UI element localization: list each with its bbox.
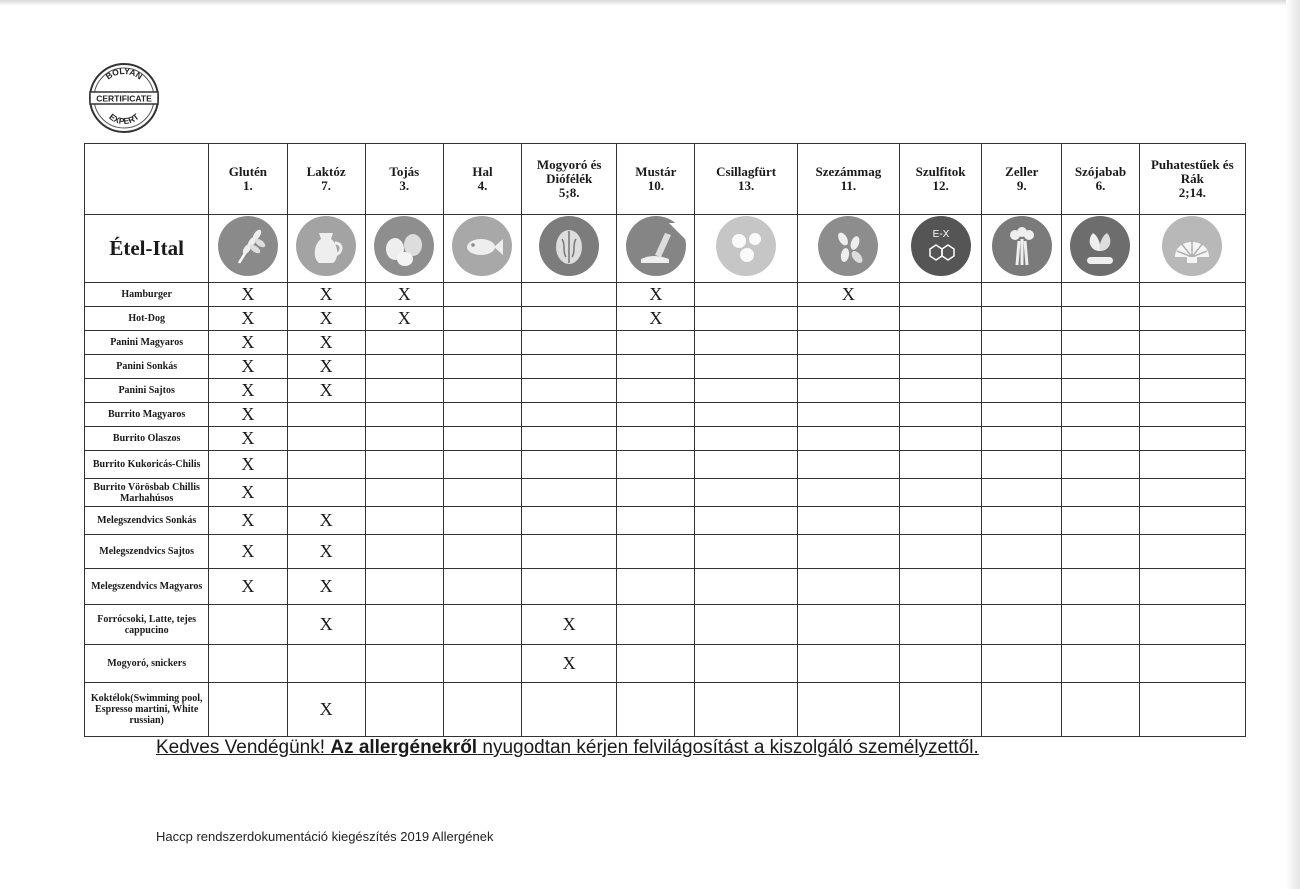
allergen-code: 4. bbox=[477, 178, 488, 193]
allergen-mark-cell bbox=[797, 535, 899, 569]
allergen-mark-cell bbox=[695, 403, 797, 427]
allergen-mark-cell bbox=[617, 331, 695, 355]
allergen-mark-cell bbox=[443, 569, 521, 605]
allergen-mark-cell bbox=[1139, 283, 1245, 307]
allergen-mark-cell bbox=[365, 451, 443, 479]
table-row bbox=[85, 535, 1246, 569]
allergen-mark-cell bbox=[797, 427, 899, 451]
allergen-mark-cell: X bbox=[209, 355, 287, 379]
food-item-name: Panini Sajtos bbox=[85, 379, 209, 403]
allergen-mark-cell bbox=[617, 427, 695, 451]
allergen-name: Szezámmag bbox=[815, 164, 882, 179]
allergen-mark-cell: X bbox=[522, 645, 617, 683]
allergen-mark-cell bbox=[695, 451, 797, 479]
allergen-mark-cell bbox=[443, 645, 521, 683]
allergen-mark-cell bbox=[695, 507, 797, 535]
allergen-mark-cell bbox=[1139, 403, 1245, 427]
allergen-mark-cell bbox=[522, 403, 617, 427]
allergen-column-header bbox=[522, 144, 617, 215]
allergen-mark-cell: X bbox=[365, 307, 443, 331]
allergen-name: Mogyoró és Diófélék bbox=[536, 157, 602, 186]
allergen-column-header bbox=[617, 144, 695, 215]
allergen-mark-cell bbox=[695, 645, 797, 683]
allergen-mark-cell: X bbox=[287, 683, 365, 737]
allergen-mark-cell bbox=[522, 283, 617, 307]
allergen-mark-cell bbox=[617, 569, 695, 605]
allergen-name: Glutén bbox=[228, 164, 268, 179]
allergen-mark-cell bbox=[1062, 283, 1139, 307]
page-edge-right bbox=[1286, 0, 1300, 889]
allergen-mark-cell: X bbox=[522, 605, 617, 645]
allergen-mark-cell bbox=[899, 535, 981, 569]
allergen-icon-cell bbox=[695, 215, 797, 283]
allergen-mark-cell bbox=[443, 331, 521, 355]
allergen-mark-cell: X bbox=[209, 451, 287, 479]
allergen-mark-cell bbox=[209, 645, 287, 683]
svg-text:E-X: E-X bbox=[932, 229, 949, 240]
allergen-mark-cell bbox=[899, 379, 981, 403]
allergen-mark-cell bbox=[797, 451, 899, 479]
allergen-mark-cell bbox=[1062, 569, 1139, 605]
allergen-mark-cell bbox=[1139, 683, 1245, 737]
allergen-mark-cell: X bbox=[287, 331, 365, 355]
allergen-mark-cell: X bbox=[209, 403, 287, 427]
table-row bbox=[85, 403, 1246, 427]
allergen-mark-cell bbox=[899, 355, 981, 379]
allergen-mark-cell bbox=[695, 283, 797, 307]
allergen-mark-cell: X bbox=[209, 569, 287, 605]
allergen-mark-cell bbox=[797, 683, 899, 737]
allergen-mark-cell bbox=[617, 451, 695, 479]
allergen-code: 6. bbox=[1095, 178, 1106, 193]
allergen-mark-cell bbox=[797, 331, 899, 355]
food-item-name: Melegszendvics Sajtos bbox=[85, 535, 209, 569]
allergen-mark-cell bbox=[617, 683, 695, 737]
guest-notice-bold: Az allergénekről bbox=[330, 737, 478, 758]
allergen-mark-cell bbox=[522, 451, 617, 479]
allergen-mark-cell bbox=[695, 331, 797, 355]
allergen-mark-cell bbox=[695, 479, 797, 507]
allergen-mark-cell bbox=[982, 403, 1062, 427]
allergen-mark-cell bbox=[899, 605, 981, 645]
table-row bbox=[85, 645, 1246, 683]
table-row bbox=[85, 379, 1246, 403]
allergen-table-body bbox=[85, 283, 1246, 737]
allergen-code: 13. bbox=[737, 178, 755, 193]
allergen-mark-cell bbox=[522, 331, 617, 355]
allergen-icon-cell bbox=[1139, 215, 1245, 283]
document-footnote: Haccp rendszerdokumentáció kiegészítés 2019 Allergének bbox=[156, 829, 494, 844]
food-item-name: Panini Sonkás bbox=[85, 355, 209, 379]
allergen-name: Szójabab bbox=[1074, 164, 1127, 179]
allergen-mark-cell bbox=[899, 479, 981, 507]
allergen-mark-cell bbox=[443, 535, 521, 569]
table-row bbox=[85, 355, 1246, 379]
allergen-name: Tojás bbox=[389, 164, 420, 179]
allergen-mark-cell bbox=[797, 307, 899, 331]
food-item-name: Melegszendvics Sonkás bbox=[85, 507, 209, 535]
allergen-mark-cell bbox=[522, 379, 617, 403]
table-row bbox=[85, 569, 1246, 605]
allergen-mark-cell bbox=[617, 535, 695, 569]
allergen-mark-cell bbox=[209, 683, 287, 737]
allergen-mark-cell bbox=[899, 427, 981, 451]
allergen-mark-cell bbox=[443, 683, 521, 737]
allergen-mark-cell bbox=[287, 427, 365, 451]
allergen-mark-cell bbox=[797, 355, 899, 379]
allergen-mark-cell bbox=[365, 331, 443, 355]
food-item-name: Burrito Kukoricás-Chilis bbox=[85, 451, 209, 479]
allergen-header-row bbox=[85, 144, 1246, 215]
allergen-mark-cell bbox=[443, 379, 521, 403]
allergen-mark-cell bbox=[797, 507, 899, 535]
allergen-mark-cell: X bbox=[209, 283, 287, 307]
allergen-code: 5;8. bbox=[558, 185, 580, 200]
allergen-mark-cell bbox=[287, 645, 365, 683]
page-edge-top bbox=[0, 0, 1300, 6]
allergen-icon-cell bbox=[287, 215, 365, 283]
fish-icon bbox=[451, 215, 513, 277]
allergen-mark-cell bbox=[443, 403, 521, 427]
eggs-icon bbox=[373, 215, 435, 277]
svg-text:EXPERT bbox=[107, 111, 141, 126]
allergen-mark-cell bbox=[365, 605, 443, 645]
allergen-mark-cell bbox=[695, 569, 797, 605]
allergen-mark-cell bbox=[1139, 331, 1245, 355]
allergen-mark-cell: X bbox=[209, 307, 287, 331]
shell-icon bbox=[1161, 215, 1223, 277]
allergen-mark-cell: X bbox=[287, 283, 365, 307]
food-item-name: Koktélok(Swimming pool, Espresso martini, White russian) bbox=[85, 683, 209, 737]
allergen-mark-cell bbox=[899, 283, 981, 307]
soy-icon bbox=[1069, 215, 1131, 277]
allergen-icon-cell bbox=[522, 215, 617, 283]
lupin-icon bbox=[715, 215, 777, 277]
allergen-name: Zeller bbox=[1005, 164, 1039, 179]
allergen-mark-cell bbox=[443, 307, 521, 331]
allergen-mark-cell bbox=[982, 331, 1062, 355]
allergen-mark-cell bbox=[1062, 605, 1139, 645]
allergen-mark-cell: X bbox=[797, 283, 899, 307]
allergen-code: 1. bbox=[243, 178, 253, 193]
allergen-mark-cell bbox=[982, 645, 1062, 683]
allergen-mark-cell bbox=[522, 507, 617, 535]
allergen-column-header bbox=[695, 144, 797, 215]
allergen-mark-cell: X bbox=[209, 427, 287, 451]
allergen-mark-cell bbox=[695, 535, 797, 569]
allergen-mark-cell bbox=[1062, 479, 1139, 507]
table-row bbox=[85, 605, 1246, 645]
allergen-mark-cell bbox=[695, 427, 797, 451]
allergen-mark-cell bbox=[982, 355, 1062, 379]
allergen-mark-cell bbox=[617, 645, 695, 683]
allergen-mark-cell bbox=[522, 569, 617, 605]
allergen-mark-cell bbox=[1139, 427, 1245, 451]
allergen-mark-cell bbox=[899, 403, 981, 427]
allergen-mark-cell bbox=[443, 451, 521, 479]
allergen-mark-cell bbox=[982, 507, 1062, 535]
allergen-column-header bbox=[443, 144, 521, 215]
allergen-mark-cell bbox=[443, 605, 521, 645]
allergen-mark-cell: X bbox=[209, 479, 287, 507]
allergen-mark-cell bbox=[1062, 379, 1139, 403]
allergen-mark-cell: X bbox=[209, 535, 287, 569]
allergen-mark-cell: X bbox=[287, 535, 365, 569]
food-item-name: Mogyoró, snickers bbox=[85, 645, 209, 683]
allergen-mark-cell bbox=[522, 683, 617, 737]
allergen-mark-cell bbox=[617, 379, 695, 403]
allergen-icon-cell bbox=[797, 215, 899, 283]
allergen-mark-cell bbox=[617, 355, 695, 379]
allergen-mark-cell bbox=[899, 507, 981, 535]
allergen-column-header bbox=[1062, 144, 1139, 215]
allergen-mark-cell bbox=[522, 427, 617, 451]
allergen-mark-cell: X bbox=[287, 605, 365, 645]
allergen-code: 11. bbox=[840, 178, 857, 193]
table-row bbox=[85, 683, 1246, 737]
allergen-mark-cell bbox=[522, 307, 617, 331]
allergen-mark-cell bbox=[365, 479, 443, 507]
allergen-mark-cell: X bbox=[209, 507, 287, 535]
allergen-column-header bbox=[982, 144, 1062, 215]
allergen-mark-cell bbox=[1062, 403, 1139, 427]
allergen-code: 9. bbox=[1016, 178, 1027, 193]
sulfite-icon bbox=[910, 215, 972, 277]
allergen-mark-cell bbox=[365, 569, 443, 605]
certificate-seal-logo bbox=[88, 62, 160, 134]
food-item-name: Hamburger bbox=[85, 283, 209, 307]
allergen-mark-cell bbox=[365, 535, 443, 569]
allergen-mark-cell bbox=[1139, 569, 1245, 605]
allergen-mark-cell bbox=[797, 403, 899, 427]
allergen-mark-cell bbox=[695, 355, 797, 379]
table-row bbox=[85, 307, 1246, 331]
table-title: Étel-Ital bbox=[85, 215, 209, 283]
food-item-name: Burrito Magyaros bbox=[85, 403, 209, 427]
allergen-mark-cell bbox=[982, 379, 1062, 403]
food-item-name: Burrito Vörösbab Chillis Marhahúsos bbox=[85, 479, 209, 507]
allergen-mark-cell bbox=[287, 479, 365, 507]
allergen-name: Puhatestűek és Rák bbox=[1150, 157, 1234, 186]
allergen-column-header bbox=[365, 144, 443, 215]
allergen-mark-cell bbox=[1062, 331, 1139, 355]
allergen-mark-cell bbox=[1062, 683, 1139, 737]
allergen-code: 7. bbox=[321, 178, 331, 193]
allergen-mark-cell: X bbox=[617, 283, 695, 307]
allergen-mark-cell bbox=[1139, 479, 1245, 507]
allergen-mark-cell bbox=[982, 307, 1062, 331]
allergen-mark-cell bbox=[899, 569, 981, 605]
allergen-mark-cell bbox=[1062, 355, 1139, 379]
allergen-mark-cell bbox=[365, 403, 443, 427]
allergen-mark-cell bbox=[982, 451, 1062, 479]
allergen-mark-cell bbox=[899, 683, 981, 737]
food-item-name: Hot-Dog bbox=[85, 307, 209, 331]
sesame-icon bbox=[817, 215, 879, 277]
allergen-name: Laktóz bbox=[306, 164, 346, 179]
guest-notice-part1: Kedves Vendégünk! bbox=[156, 737, 331, 758]
allergen-mark-cell: X bbox=[287, 307, 365, 331]
allergen-name: Hal bbox=[472, 164, 493, 179]
allergen-mark-cell bbox=[365, 379, 443, 403]
allergen-mark-cell bbox=[443, 507, 521, 535]
allergen-mark-cell bbox=[797, 645, 899, 683]
table-row bbox=[85, 283, 1246, 307]
allergen-mark-cell bbox=[982, 605, 1062, 645]
allergen-icon-cell bbox=[617, 215, 695, 283]
allergen-mark-cell bbox=[695, 683, 797, 737]
allergen-mark-cell bbox=[365, 645, 443, 683]
milk-jug-icon bbox=[295, 215, 357, 277]
food-item-name: Burrito Olaszos bbox=[85, 427, 209, 451]
allergen-icon-cell bbox=[982, 215, 1062, 283]
allergen-mark-cell bbox=[522, 479, 617, 507]
allergen-icon-cell bbox=[899, 215, 981, 283]
allergen-mark-cell bbox=[365, 683, 443, 737]
allergen-mark-cell bbox=[1139, 379, 1245, 403]
allergen-icon-row bbox=[85, 215, 1246, 283]
allergen-name: Csillagfürt bbox=[716, 164, 777, 179]
allergen-mark-cell bbox=[365, 507, 443, 535]
allergen-column-header bbox=[209, 144, 287, 215]
allergen-column-header bbox=[1139, 144, 1245, 215]
allergen-mark-cell bbox=[1139, 535, 1245, 569]
allergen-mark-cell bbox=[1139, 451, 1245, 479]
allergen-mark-cell: X bbox=[365, 283, 443, 307]
allergen-mark-cell bbox=[365, 355, 443, 379]
allergen-mark-cell bbox=[443, 355, 521, 379]
allergen-icon-cell bbox=[365, 215, 443, 283]
allergen-mark-cell bbox=[899, 331, 981, 355]
food-item-name: Melegszendvics Magyaros bbox=[85, 569, 209, 605]
allergen-column-header bbox=[797, 144, 899, 215]
wheat-icon bbox=[217, 215, 279, 277]
allergen-mark-cell bbox=[899, 645, 981, 683]
allergen-icon-cell bbox=[1062, 215, 1139, 283]
table-row bbox=[85, 479, 1246, 507]
food-item-name: Panini Magyaros bbox=[85, 331, 209, 355]
allergen-mark-cell bbox=[982, 683, 1062, 737]
allergen-mark-cell bbox=[365, 427, 443, 451]
allergen-icon-cell bbox=[209, 215, 287, 283]
allergen-table bbox=[84, 143, 1246, 737]
allergen-mark-cell bbox=[617, 479, 695, 507]
allergen-code: 3. bbox=[399, 178, 410, 193]
allergen-mark-cell bbox=[1139, 507, 1245, 535]
allergen-mark-cell bbox=[443, 479, 521, 507]
walnut-icon bbox=[538, 215, 600, 277]
allergen-mark-cell bbox=[695, 379, 797, 403]
allergen-mark-cell bbox=[797, 569, 899, 605]
allergen-name: Szulfitok bbox=[915, 164, 966, 179]
allergen-mark-cell bbox=[1062, 307, 1139, 331]
allergen-column-header bbox=[287, 144, 365, 215]
allergen-name: Mustár bbox=[635, 164, 677, 179]
allergen-mark-cell bbox=[982, 569, 1062, 605]
header-corner-cell bbox=[85, 144, 209, 215]
allergen-mark-cell bbox=[899, 307, 981, 331]
logo-bottom-text: EXPERT bbox=[107, 111, 141, 127]
allergen-mark-cell bbox=[695, 307, 797, 331]
table-row bbox=[85, 427, 1246, 451]
allergen-mark-cell bbox=[522, 355, 617, 379]
logo-top-text: BOLYAN bbox=[103, 65, 145, 82]
allergen-mark-cell bbox=[1139, 605, 1245, 645]
allergen-code: 2;14. bbox=[1178, 185, 1206, 200]
allergen-column-header bbox=[899, 144, 981, 215]
allergen-mark-cell: X bbox=[209, 331, 287, 355]
allergen-code: 10. bbox=[647, 178, 665, 193]
allergen-mark-cell bbox=[287, 403, 365, 427]
food-item-name: Forrócsoki, Latte, tejes cappucino bbox=[85, 605, 209, 645]
allergen-mark-cell bbox=[1139, 645, 1245, 683]
allergen-mark-cell bbox=[797, 605, 899, 645]
table-row bbox=[85, 451, 1246, 479]
allergen-mark-cell bbox=[1062, 427, 1139, 451]
allergen-code: 12. bbox=[932, 178, 949, 193]
allergen-mark-cell bbox=[617, 605, 695, 645]
allergen-mark-cell bbox=[797, 479, 899, 507]
allergen-mark-cell bbox=[797, 379, 899, 403]
allergen-mark-cell bbox=[982, 479, 1062, 507]
allergen-mark-cell bbox=[522, 535, 617, 569]
allergen-mark-cell bbox=[1062, 451, 1139, 479]
allergen-mark-cell bbox=[443, 427, 521, 451]
allergen-mark-cell bbox=[1062, 645, 1139, 683]
allergen-mark-cell bbox=[1062, 535, 1139, 569]
table-row bbox=[85, 331, 1246, 355]
allergen-mark-cell: X bbox=[287, 507, 365, 535]
allergen-mark-cell: X bbox=[209, 379, 287, 403]
allergen-mark-cell bbox=[982, 535, 1062, 569]
logo-middle-text: CERTIFICATE bbox=[96, 93, 152, 104]
allergen-mark-cell bbox=[1139, 355, 1245, 379]
allergen-mark-cell bbox=[617, 403, 695, 427]
mustard-icon bbox=[625, 215, 687, 277]
allergen-mark-cell bbox=[287, 451, 365, 479]
celery-icon bbox=[991, 215, 1053, 277]
allergen-icon-cell bbox=[443, 215, 521, 283]
table-row bbox=[85, 507, 1246, 535]
allergen-mark-cell: X bbox=[287, 355, 365, 379]
allergen-mark-cell bbox=[982, 427, 1062, 451]
allergen-mark-cell bbox=[617, 507, 695, 535]
guest-notice-part2: nyugodtan kérjen felvilágosítást a kiszolgáló személyzettől. bbox=[477, 737, 979, 758]
allergen-mark-cell bbox=[899, 451, 981, 479]
allergen-mark-cell: X bbox=[287, 379, 365, 403]
guest-notice bbox=[156, 737, 979, 759]
allergen-mark-cell bbox=[695, 605, 797, 645]
allergen-mark-cell bbox=[1062, 507, 1139, 535]
allergen-mark-cell: X bbox=[617, 307, 695, 331]
allergen-mark-cell bbox=[1139, 307, 1245, 331]
allergen-mark-cell bbox=[982, 283, 1062, 307]
allergen-mark-cell: X bbox=[287, 569, 365, 605]
allergen-mark-cell bbox=[209, 605, 287, 645]
allergen-mark-cell bbox=[443, 283, 521, 307]
